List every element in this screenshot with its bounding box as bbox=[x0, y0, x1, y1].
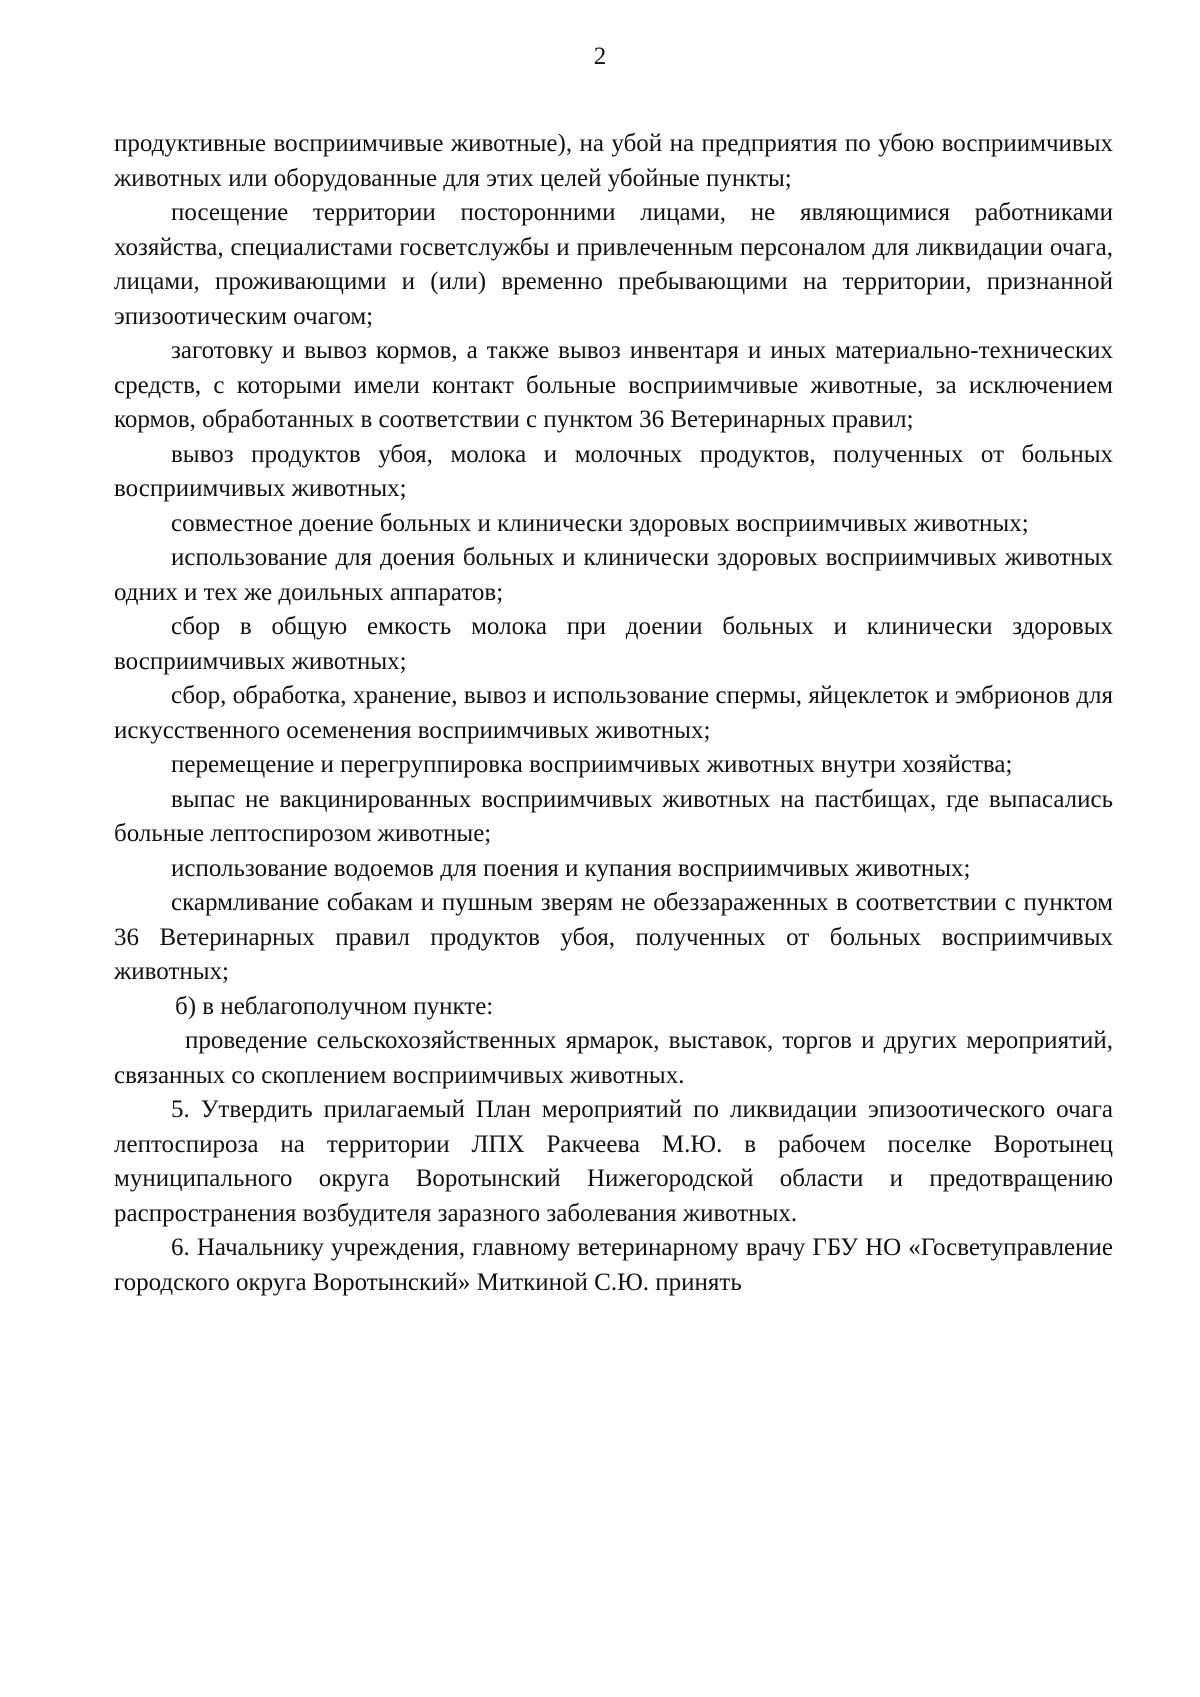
paragraph-feeding-animals: скармливание собакам и пушным зверям не обеззараженных в соответствии с пунктом 36 Ветеринарных правил продуктов убоя, полученных от больных восприимчивых животных; bbox=[114, 889, 1113, 985]
paragraph-item-6: 6. Начальнику учреждения, главному ветеринарному врачу ГБУ НО «Госветуправление городского округа Воротынский» Миткиной С.Ю. принять bbox=[114, 1234, 1113, 1296]
paragraph-milking-equipment: использование для доения больных и клинически здоровых восприимчивых животных одних и тех же доильных аппаратов; bbox=[114, 544, 1113, 606]
paragraph-product-removal: вывоз продуктов убоя, молока и молочных продуктов, полученных от больных восприимчивых животных; bbox=[114, 440, 1113, 502]
paragraph-milk-collection: сбор в общую емкость молока при доении больных и клинически здоровых восприимчивых животных; bbox=[114, 613, 1113, 675]
paragraph-continuation: продуктивные восприимчивые животные), на убой на предприятия по убою восприимчивых животных или оборудованные для этих целей убойные пункты; bbox=[114, 130, 1113, 192]
paragraph-subsection-b: б) в неблагополучном пункте: bbox=[175, 992, 494, 1020]
paragraph-sperm-handling: сбор, обработка, хранение, вывоз и использование спермы, яйцеклеток и эмбрионов для искусственного осеменения восприимчивых животных; bbox=[114, 682, 1113, 744]
paragraph-item-5: 5. Утвердить прилагаемый План мероприятий по ликвидации эпизоотического очага лептоспироза на территории ЛПХ Ракчеева М.Ю. в рабочем поселке Воротынец муниципального округа Воротынский Нижегородской области и предотвращению распространения возбудителя заразного заболевания животных. bbox=[114, 1096, 1113, 1227]
paragraph-grazing: выпас не вакцинированных восприимчивых животных на пастбищах, где выпасались больные лептоспирозом животные; bbox=[114, 785, 1113, 847]
paragraph-regrouping: перемещение и перегруппировка восприимчивых животных внутри хозяйства; bbox=[171, 751, 1013, 778]
paragraph-joint-milking: совместное доение больных и клинически здоровых восприимчивых животных; bbox=[171, 509, 1029, 537]
paragraph-visit-restriction: посещение территории посторонними лицами, не являющимися работниками хозяйства, специалистами госветслужбы и привлеченным персоналом для ликвидации очага, лицами, проживающими и (или) временно пребывающими на территории, признанной эпизоотическим очагом; bbox=[114, 199, 1113, 330]
paragraph-fairs: проведение сельскохозяйственных ярмарок, выставок, торгов и других мероприятий, связанных со скоплением восприимчивых животных. bbox=[114, 1027, 1113, 1089]
paragraph-water-use: использование водоемов для поения и купания восприимчивых животных; bbox=[171, 854, 971, 882]
paragraph-feed-removal: заготовку и вывоз кормов, а также вывоз инвентаря и иных материально-технических средств, с которыми имели контакт больные восприимчивые животные, за исключением кормов, обработанных в соответствии с пунктом 36 Ветеринарных правил; bbox=[114, 337, 1113, 433]
page-number: 2 bbox=[593, 43, 607, 70]
document-body bbox=[114, 127, 1113, 1300]
